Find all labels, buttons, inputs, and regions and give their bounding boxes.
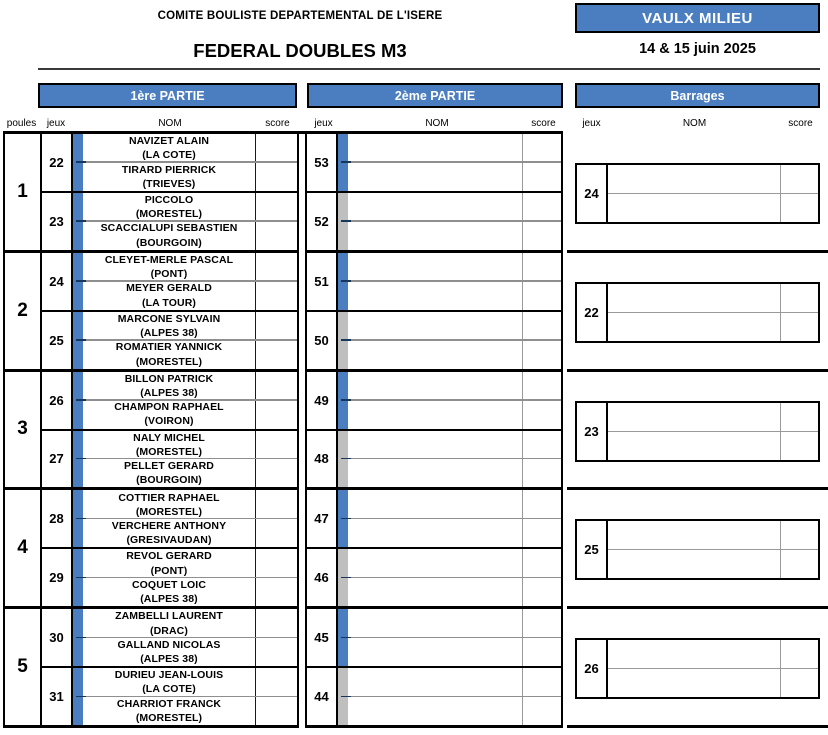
pool-games bbox=[307, 253, 561, 369]
pool-games bbox=[42, 490, 297, 606]
jeu-number: 50 bbox=[307, 312, 338, 369]
barrage-box bbox=[575, 519, 820, 580]
jeu-number: 31 bbox=[42, 668, 73, 725]
game-row bbox=[307, 429, 561, 488]
jeu-number: 29 bbox=[42, 549, 73, 606]
game-row bbox=[307, 547, 561, 606]
barrage-box bbox=[575, 282, 820, 343]
game-row bbox=[42, 490, 297, 547]
team-name: ROMATIER YANNICK bbox=[115, 341, 223, 354]
team-club: (ALPES 38) bbox=[140, 653, 198, 665]
team-club: (MORESTEL) bbox=[135, 445, 203, 458]
jeu-number: 46 bbox=[307, 549, 338, 606]
team-separator bbox=[608, 668, 818, 669]
game-row bbox=[42, 429, 297, 488]
pool-band bbox=[5, 134, 297, 253]
team-name: MARCONE SYLVAIN bbox=[117, 312, 221, 325]
jeu-number: 23 bbox=[577, 403, 608, 460]
pool-games bbox=[42, 253, 297, 369]
col-label-poules: poules bbox=[6, 118, 37, 129]
jeu-number: 22 bbox=[42, 134, 73, 191]
team-club: (GRESIVAUDAN) bbox=[126, 534, 212, 547]
barrage-band bbox=[567, 134, 828, 253]
jeu-number: 24 bbox=[577, 165, 608, 222]
section-header-first-round: 1ère PARTIE bbox=[38, 83, 297, 108]
pool-band bbox=[307, 372, 561, 491]
team-club: (ALPES 38) bbox=[140, 327, 198, 340]
col-label-nom-2: NOM bbox=[425, 118, 449, 129]
team-separator bbox=[341, 696, 562, 698]
pool-games bbox=[307, 372, 561, 488]
game-row bbox=[42, 609, 297, 666]
pool-band bbox=[5, 609, 297, 725]
team-club: (MORESTEL) bbox=[135, 208, 203, 221]
team-name: VERCHERE ANTHONY bbox=[111, 519, 227, 532]
team-club: (MORESTEL) bbox=[135, 505, 203, 518]
team-separator bbox=[76, 161, 298, 163]
jeu-number: 44 bbox=[307, 668, 338, 725]
barrage-box bbox=[575, 163, 820, 224]
barrage-band bbox=[567, 490, 828, 609]
team-separator bbox=[341, 161, 562, 163]
team-separator bbox=[608, 312, 818, 313]
pool-games bbox=[307, 490, 561, 606]
jeu-number: 22 bbox=[577, 284, 608, 341]
draw-table bbox=[0, 131, 828, 731]
team-separator bbox=[341, 637, 562, 639]
first-round-column bbox=[3, 134, 299, 728]
barrage-box bbox=[575, 638, 820, 699]
team-separator bbox=[341, 577, 562, 579]
team-name: CLEYET-MERLE PASCAL bbox=[104, 253, 234, 266]
team-name: CHARRIOT FRANCK bbox=[116, 697, 222, 710]
team-separator bbox=[76, 280, 298, 282]
game-row bbox=[307, 372, 561, 429]
col-label-score-1: score bbox=[265, 118, 290, 129]
game-row bbox=[307, 609, 561, 666]
team-separator bbox=[608, 431, 818, 432]
col-label-score-2: score bbox=[531, 118, 556, 129]
team-separator bbox=[341, 280, 562, 282]
jeu-number: 28 bbox=[42, 490, 73, 547]
team-name: SCACCIALUPI SEBASTIEN bbox=[100, 222, 238, 235]
game-row bbox=[307, 134, 561, 191]
game-row bbox=[42, 191, 297, 250]
game-row bbox=[42, 134, 297, 191]
team-separator bbox=[76, 696, 298, 698]
venue-label: VAULX MILIEU bbox=[642, 9, 753, 27]
game-row bbox=[42, 666, 297, 725]
pool-band bbox=[307, 490, 561, 609]
committee-title: COMITE BOULISTE DEPARTEMENTAL DE L'ISERE bbox=[157, 10, 443, 22]
team-name: REVOL GERARD bbox=[126, 550, 212, 563]
team-club: (LA TOUR) bbox=[142, 296, 196, 309]
team-name: TIRARD PIERRICK bbox=[121, 163, 217, 176]
team-separator bbox=[341, 458, 562, 460]
header-divider bbox=[38, 68, 820, 70]
team-club: (ALPES 38) bbox=[140, 593, 198, 606]
jeu-number: 27 bbox=[42, 431, 73, 488]
game-row bbox=[42, 372, 297, 429]
barrage-band bbox=[567, 253, 828, 372]
barrage-band bbox=[567, 609, 828, 728]
pool-band bbox=[5, 253, 297, 372]
pool-band bbox=[307, 609, 561, 725]
team-club: (BOURGOIN) bbox=[136, 236, 202, 249]
team-separator bbox=[76, 518, 298, 520]
team-club: (TRIEVES) bbox=[142, 177, 196, 190]
team-club: (ALPES 38) bbox=[140, 386, 198, 399]
team-separator bbox=[76, 339, 298, 341]
jeu-number: 51 bbox=[307, 253, 338, 310]
team-club: (BOURGOIN) bbox=[136, 474, 202, 487]
team-club: (PONT) bbox=[150, 564, 188, 577]
team-separator bbox=[341, 339, 562, 341]
pool-band bbox=[5, 490, 297, 609]
game-row bbox=[307, 666, 561, 725]
team-separator bbox=[608, 549, 818, 550]
jeu-number: 23 bbox=[42, 193, 73, 250]
team-club: (LA COTE) bbox=[142, 683, 196, 696]
team-name: DURIEU JEAN-LOUIS bbox=[114, 669, 224, 682]
pool-number: 2 bbox=[5, 253, 42, 369]
section-header-second-round: 2ème PARTIE bbox=[307, 83, 563, 108]
page-title: FEDERAL DOUBLES M3 bbox=[193, 40, 407, 61]
pool-number: 1 bbox=[5, 134, 42, 250]
team-club: (DRAC) bbox=[150, 624, 188, 637]
team-separator bbox=[76, 577, 298, 579]
pool-number: 4 bbox=[5, 490, 42, 606]
team-name: PELLET GERARD bbox=[124, 460, 214, 473]
team-name: GALLAND NICOLAS bbox=[117, 638, 221, 651]
jeu-number: 52 bbox=[307, 193, 338, 250]
pool-games bbox=[307, 609, 561, 725]
jeu-number: 26 bbox=[42, 372, 73, 429]
team-club: (VOIRON) bbox=[144, 415, 194, 428]
team-club: (PONT) bbox=[150, 268, 188, 281]
team-name: MEYER GERALD bbox=[126, 282, 212, 295]
barrage-band bbox=[567, 372, 828, 491]
team-name: COQUET LOIC bbox=[131, 578, 206, 591]
game-row bbox=[307, 253, 561, 310]
team-name: ZAMBELLI LAURENT bbox=[115, 610, 223, 623]
jeu-number: 47 bbox=[307, 490, 338, 547]
barrage-box bbox=[575, 401, 820, 462]
pool-band bbox=[307, 134, 561, 253]
col-label-jeux-1: jeux bbox=[46, 118, 66, 129]
section-header-barrages: Barrages bbox=[575, 83, 820, 108]
game-row bbox=[42, 310, 297, 369]
team-separator bbox=[341, 518, 562, 520]
game-row bbox=[307, 490, 561, 547]
jeu-number: 48 bbox=[307, 431, 338, 488]
jeu-number: 25 bbox=[42, 312, 73, 369]
venue-badge bbox=[575, 3, 820, 33]
team-separator bbox=[76, 220, 298, 222]
jeu-number: 30 bbox=[42, 609, 73, 666]
team-separator bbox=[608, 193, 818, 194]
game-row bbox=[42, 547, 297, 606]
col-label-score-3: score bbox=[788, 118, 813, 129]
team-separator bbox=[341, 220, 562, 222]
pool-band bbox=[307, 253, 561, 372]
pool-number: 3 bbox=[5, 372, 42, 488]
team-separator bbox=[341, 399, 562, 401]
game-row bbox=[42, 253, 297, 310]
pool-number: 5 bbox=[5, 609, 42, 725]
jeu-number: 53 bbox=[307, 134, 338, 191]
col-label-jeux-2: jeux bbox=[314, 118, 333, 129]
team-name: NALY MICHEL bbox=[133, 431, 205, 444]
col-label-nom-3: NOM bbox=[682, 118, 707, 129]
team-separator bbox=[76, 458, 298, 460]
jeu-number: 49 bbox=[307, 372, 338, 429]
jeu-number: 25 bbox=[577, 521, 608, 578]
pool-games bbox=[42, 372, 297, 488]
pool-games bbox=[42, 609, 297, 725]
team-name: NAVIZET ALAIN bbox=[128, 135, 210, 148]
team-name: PICCOLO bbox=[144, 194, 194, 207]
team-club: (MORESTEL) bbox=[135, 355, 203, 368]
pool-games bbox=[42, 134, 297, 250]
event-date: 14 & 15 juin 2025 bbox=[639, 41, 756, 57]
pool-games bbox=[307, 134, 561, 250]
team-club: (MORESTEL) bbox=[135, 711, 203, 724]
jeu-number: 45 bbox=[307, 609, 338, 666]
jeu-number: 24 bbox=[42, 253, 73, 310]
jeu-number: 26 bbox=[577, 640, 608, 697]
team-separator bbox=[76, 399, 298, 401]
team-name: COTTIER RAPHAEL bbox=[118, 491, 220, 504]
pool-band bbox=[5, 372, 297, 491]
game-row bbox=[307, 310, 561, 369]
team-club: (LA COTE) bbox=[142, 149, 196, 162]
team-name: CHAMPON RAPHAEL bbox=[114, 401, 224, 414]
col-label-jeux-3: jeux bbox=[582, 118, 601, 129]
second-round-column bbox=[305, 134, 563, 728]
col-label-nom-1: NOM bbox=[158, 118, 182, 129]
team-separator bbox=[76, 637, 298, 639]
barrages-column bbox=[567, 134, 828, 728]
game-row bbox=[307, 191, 561, 250]
team-name: BILLON PATRICK bbox=[124, 372, 214, 385]
